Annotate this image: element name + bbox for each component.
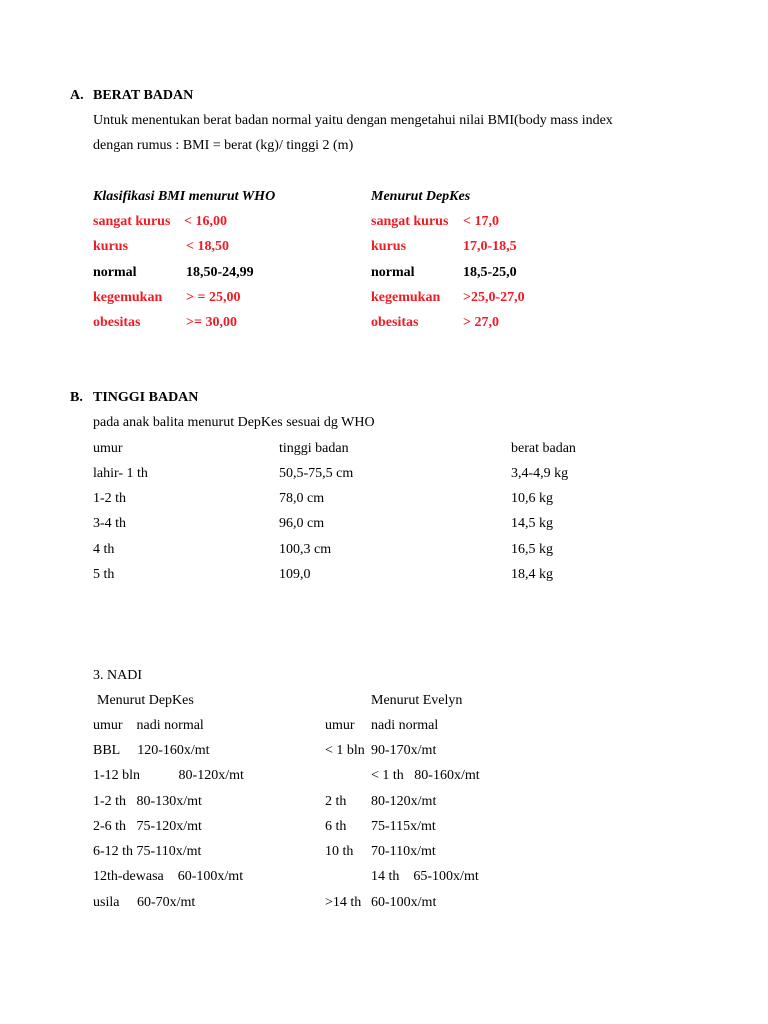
growth-cell-age: lahir- 1 th [93,466,148,481]
pulse-depkes-row: 1-2 th 80-130x/mt [93,794,202,809]
depkes-row-value: < 17,0 [463,214,499,229]
who-row-label: kegemukan [93,290,163,305]
who-row-label: normal [93,265,137,280]
section-b-intro: pada anak balita menurut DepKes sesuai dg WHO [93,415,375,430]
pulse-depkes-row: 2-6 th 75-120x/mt [93,819,202,834]
who-row-label: sangat kurus [93,214,171,229]
who-row-value: > = 25,00 [186,290,241,305]
growth-cell-weight: 16,5 kg [511,542,553,557]
growth-cell-age: 1-2 th [93,491,127,506]
depkes-row-label: normal [371,265,415,280]
growth-cell-age: 3-4 th [93,516,127,531]
growth-cell-height: 109,0 [279,567,311,582]
pulse-depkes-row: 12th-dewasa 60-100x/mt [93,869,244,884]
pulse-evelyn-value: < 1 th 80-160x/mt [371,768,480,783]
depkes-row-value: 18,5-25,0 [463,265,517,280]
depkes-row-value: >25,0-27,0 [463,290,525,305]
section-a-intro-line-1: Untuk menentukan berat badan normal yaitu dengan mengetahui nilai BMI(body mass index [93,113,613,128]
pulse-depkes-row: BBL 120-160x/mt [93,743,210,758]
growth-header-weight: berat badan [511,441,576,456]
depkes-row-label: obesitas [371,315,419,330]
section-3-heading: 3. NADI [93,668,142,683]
depkes-row-label: sangat kurus [371,214,449,229]
pulse-evelyn-value: 80-120x/mt [371,794,437,809]
who-table-title: Klasifikasi BMI menurut WHO [93,189,276,204]
growth-header-height: tinggi badan [279,441,349,456]
growth-cell-age: 5 th [93,567,115,582]
who-row-value: < 18,50 [186,239,229,254]
pulse-depkes-header: umur nadi normal [93,718,204,733]
growth-cell-weight: 14,5 kg [511,516,553,531]
growth-cell-weight: 10,6 kg [511,491,553,506]
pulse-evelyn-header-age: umur [325,718,355,733]
depkes-row-value: 17,0-18,5 [463,239,517,254]
who-row-value: >= 30,00 [186,315,237,330]
depkes-row-label: kegemukan [371,290,441,305]
pulse-depkes-row: 6-12 th 75-110x/mt [93,844,202,859]
depkes-table-title: Menurut DepKes [371,189,471,204]
who-row-value: 18,50-24,99 [186,265,254,280]
pulse-evelyn-value: 90-170x/mt [371,743,437,758]
growth-cell-age: 4 th [93,542,115,557]
section-b-marker: B. [70,390,83,405]
pulse-depkes-row: usila 60-70x/mt [93,895,196,910]
section-a-marker: A. [70,88,84,103]
pulse-evelyn-age: 6 th [325,819,347,834]
pulse-evelyn-title: Menurut Evelyn [371,693,463,708]
section-a-intro-line-2: dengan rumus : BMI = berat (kg)/ tinggi 2 (m) [93,138,354,153]
growth-cell-height: 96,0 cm [279,516,325,531]
who-row-value: < 16,00 [184,214,227,229]
growth-cell-height: 50,5-75,5 cm [279,466,354,481]
who-row-label: obesitas [93,315,141,330]
pulse-depkes-title: Menurut DepKes [97,693,194,708]
pulse-evelyn-header-pulse: nadi normal [371,718,439,733]
pulse-evelyn-value: 60-100x/mt [371,895,437,910]
pulse-evelyn-value: 14 th 65-100x/mt [371,869,479,884]
section-a-heading: BERAT BADAN [93,88,194,103]
who-row-label: kurus [93,239,129,254]
growth-cell-weight: 18,4 kg [511,567,553,582]
growth-cell-height: 78,0 cm [279,491,325,506]
pulse-evelyn-value: 75-115x/mt [371,819,436,834]
growth-header-age: umur [93,441,123,456]
pulse-evelyn-value: 70-110x/mt [371,844,436,859]
section-b-heading: TINGGI BADAN [93,390,199,405]
growth-cell-height: 100,3 cm [279,542,332,557]
depkes-row-value: > 27,0 [463,315,499,330]
pulse-depkes-row: 1-12 bln 80-120x/mt [93,768,244,783]
pulse-evelyn-age: 2 th [325,794,347,809]
pulse-evelyn-age: >14 th [325,895,362,910]
growth-cell-weight: 3,4-4,9 kg [511,466,569,481]
pulse-evelyn-age: < 1 bln [325,743,365,758]
pulse-evelyn-age: 10 th [325,844,354,859]
depkes-row-label: kurus [371,239,407,254]
